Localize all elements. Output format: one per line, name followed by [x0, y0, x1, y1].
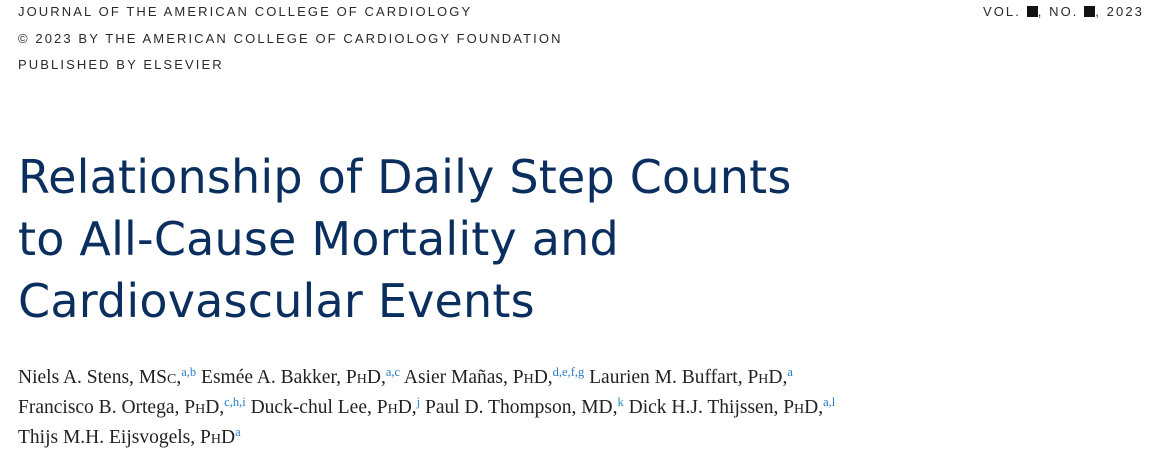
author-line-1	[18, 363, 835, 393]
no-label: , NO.	[1037, 4, 1079, 19]
author-line-3	[18, 423, 835, 453]
author-affiliation[interactable]: a,l	[823, 395, 836, 409]
author-degree: PhD,	[376, 397, 417, 418]
author-affiliation[interactable]: c,h,i	[224, 395, 246, 409]
author-name: Laurien M. Buffart,	[589, 367, 743, 388]
author-name: Dick H.J. Thijssen,	[628, 397, 779, 418]
author-name: Asier Mañas,	[403, 367, 508, 388]
author-name: Francisco B. Ortega,	[18, 397, 180, 418]
author-affiliation[interactable]: j	[416, 395, 421, 409]
author-degree: PhD,	[184, 397, 225, 418]
year: , 2023	[1095, 4, 1144, 19]
publisher-line: PUBLISHED BY ELSEVIER	[18, 57, 224, 72]
author-name: Thijs M.H. Eijsvogels,	[18, 427, 196, 448]
author-affiliation[interactable]: k	[617, 395, 624, 409]
title-line-2: to All-Cause Mortality and	[18, 212, 619, 266]
author-name: Niels A. Stens,	[18, 367, 134, 388]
author-degree: MSc,	[138, 367, 182, 388]
author-affiliation[interactable]: a,c	[385, 365, 401, 379]
author-affiliation[interactable]: d,e,f,g	[552, 365, 585, 379]
copyright-line: © 2023 BY THE AMERICAN COLLEGE OF CARDIOLOGY FOUNDATION	[18, 31, 563, 46]
author-name: Esmée A. Bakker,	[201, 367, 342, 388]
volume-issue	[983, 4, 1144, 19]
author-affiliation[interactable]: a,b	[181, 365, 197, 379]
author-degree: PhD,	[783, 397, 824, 418]
author-line-2	[18, 393, 835, 423]
title-line-1: Relationship of Daily Step Counts	[18, 150, 792, 204]
article-title	[18, 146, 792, 332]
author-degree: PhD,	[345, 367, 386, 388]
journal-name: JOURNAL OF THE AMERICAN COLLEGE OF CARDIOLOGY	[18, 4, 473, 19]
author-degree: PhD,	[747, 367, 788, 388]
author-degree: PhD	[200, 427, 236, 448]
vol-label: VOL.	[982, 4, 1021, 19]
author-list	[18, 363, 835, 453]
title-line-3: Cardiovascular Events	[18, 274, 535, 328]
author-degree: PhD,	[512, 367, 553, 388]
author-name: Duck-chul Lee,	[250, 397, 372, 418]
author-name: Paul D. Thompson,	[425, 397, 577, 418]
author-affiliation[interactable]: a	[235, 425, 241, 439]
author-degree: MD,	[581, 397, 618, 418]
no-redacted-block	[1084, 6, 1095, 17]
author-affiliation[interactable]: a	[787, 365, 793, 379]
vol-redacted-block	[1027, 6, 1038, 17]
